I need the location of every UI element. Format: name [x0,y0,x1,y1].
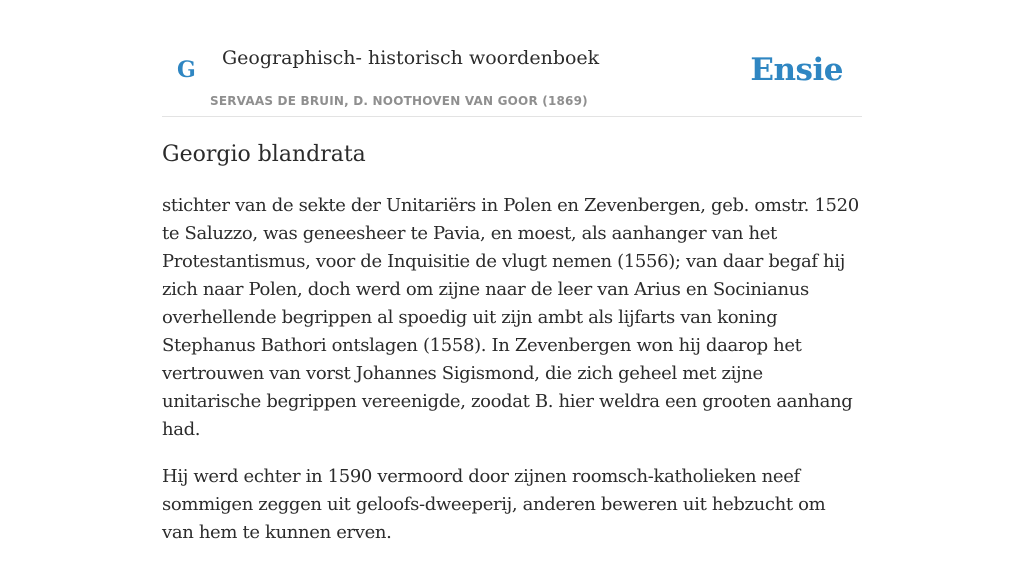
book-title[interactable]: Geographisch- historisch woordenboek [222,47,600,69]
ensie-logo[interactable]: Ensie [750,52,843,88]
entry-paragraph: Hij werd echter in 1590 vermoord door zijnen roomsch-katholieken neef sommigen zeggen uit geloofs-dweeperij, anderen beweren uit hebzucht om van hem te kunnen erven. [162,466,826,543]
entry-body [162,192,862,566]
book-letter-badge[interactable]: G [177,57,196,83]
entry-paragraph: stichter van de sekte der Unitariërs in Polen en Zevenbergen, geb. omstr. 1520 te Saluzzo, was geneesheer te Pavia, en moest, als aanhanger van het Protestantismus, voor de Inquisitie de vlugt nemen (1556); van daar begaf hij zich naar Polen, doch werd om zijne naar de leer van Arius en Socinianus overhellende begrippen al spoedig uit zijn ambt als lijfarts van koning Stephanus Bathori ontslagen (1558). In Zevenbergen won hij daarop het vertrouwen van vorst Johannes Sigismond, die zich geheel met zijne unitarische begrippen vereenigde, zoodat B. hier weldra een grooten aanhang had. [162,195,859,440]
book-header [162,0,862,117]
page [162,0,862,543]
entry-title: Georgio blandrata [162,142,366,167]
book-author: SERVAAS DE BRUIN, D. NOOTHOVEN VAN GOOR (1869) [210,94,588,108]
